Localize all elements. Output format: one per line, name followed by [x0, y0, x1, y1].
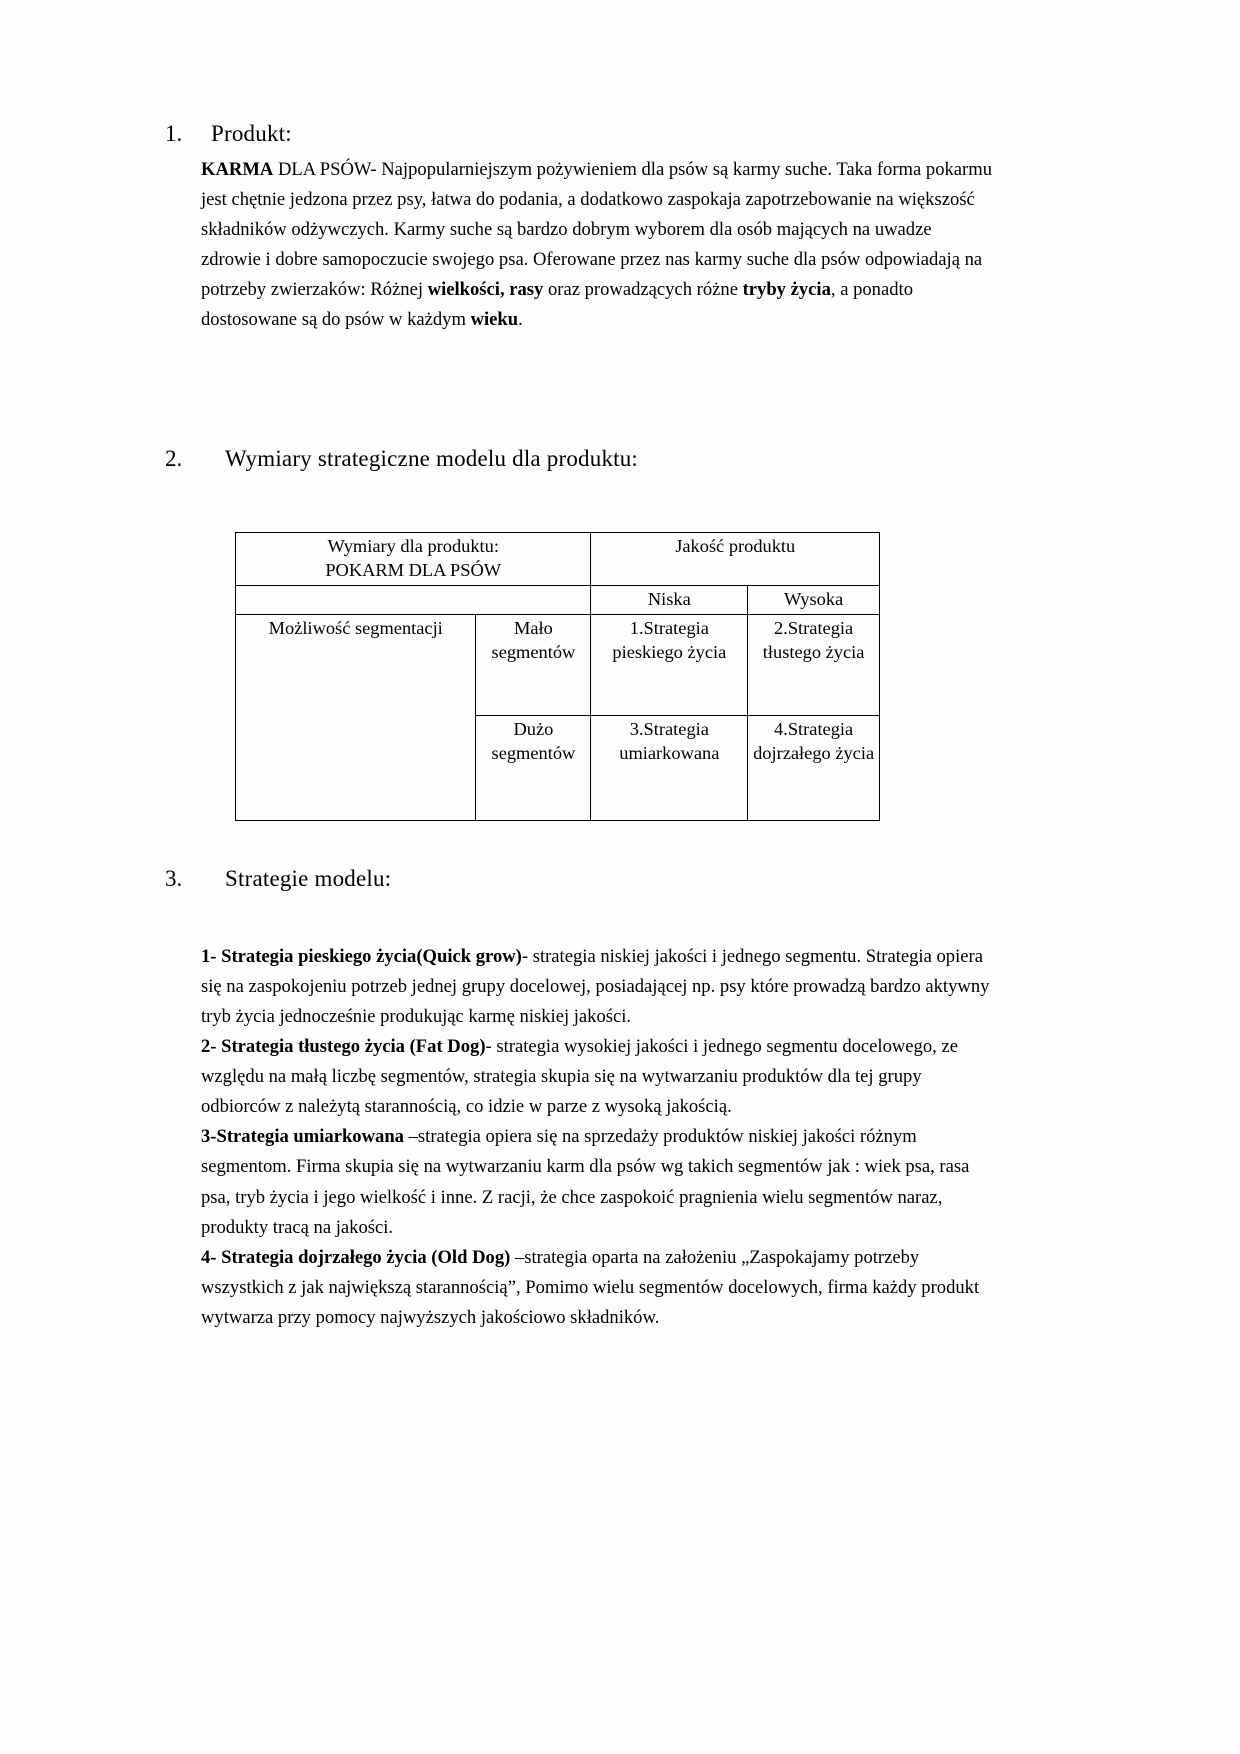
spacer-after-section-1	[165, 335, 995, 445]
section-3-heading	[165, 865, 995, 894]
strategy-item-2	[201, 1032, 995, 1122]
product-text-2: oraz prowadzących różne	[543, 279, 743, 301]
strategy-1-title: 1- Strategia pieskiego życia(Quick grow)	[201, 945, 522, 967]
header-quality-high: Wysoka	[748, 586, 880, 615]
section-1-title: Produkt:	[211, 121, 292, 146]
strategy-3-title: 3-Strategia umiarkowana	[201, 1126, 404, 1148]
strategy-item-1	[201, 942, 995, 1032]
row-label-segmentation: Możliwość segmentacji	[236, 614, 476, 820]
product-bold-3: wieku	[470, 309, 519, 331]
section-2-title: Wymiary strategiczne modelu dla produktu:	[225, 446, 639, 472]
section-3-title: Strategie modelu:	[225, 865, 392, 891]
strategy-item-3	[201, 1122, 995, 1242]
cell-strategy-3: 3.Strategia umiarkowana	[591, 715, 748, 820]
product-text-3: , a ponadto dostosowane są do psów w każdym	[201, 279, 913, 331]
strategy-2-title: 2- Strategia tłustego życia (Fat Dog)	[201, 1036, 486, 1057]
document-content	[165, 120, 995, 1333]
product-text-4: .	[518, 309, 523, 331]
strategy-1-body: - strategia niskiej jakości i jednego segmentu. Strategia opiera się na zaspokojeniu potrzeb jednej grupy docelowej, posiadającej np. psy które prowadzą bardzo aktywny tryb życia jednocześnie produkując karmę niskiej jakości.	[201, 945, 990, 1027]
section-1-number: 1.	[165, 121, 183, 146]
cell-few-segments: Mało segmentów	[476, 614, 591, 715]
product-bold-1: wielkości, rasy	[427, 279, 544, 301]
section-3-number: 3.	[165, 865, 183, 891]
product-lead-bold: KARMA	[201, 158, 274, 180]
table-row-header-1	[236, 533, 880, 586]
matrix-table-wrapper	[235, 532, 995, 821]
spacer-before-table	[165, 474, 995, 532]
section-2-heading	[165, 445, 995, 474]
table-row-header-2	[236, 586, 880, 615]
cell-strategy-4: 4.Strategia dojrzałego życia	[748, 715, 880, 820]
spacer-before-strategies	[165, 894, 995, 934]
cell-strategy-2: 2.Strategia tłustego życia	[748, 614, 880, 715]
cell-many-segments: Dużo segmentów	[476, 715, 591, 820]
section-1-heading	[165, 120, 995, 149]
section-2-number: 2.	[165, 446, 183, 472]
strategy-4-title: 4- Strategia dojrzałego życia (Old Dog)	[201, 1246, 511, 1268]
table-row-few-segments	[236, 614, 880, 715]
product-text-1: DLA PSÓW- Najpopularniejszym pożywieniem dla psów są karmy suche. Taka forma pokarmu jest chętnie jedzona przez psy, łatwa do podania, a dodatkowo zaspokaja zapotrzebowanie na większość składników odżywczych. Karmy suche są bardzo dobrym wyborem dla osób mających na uwadze zdrowie i dobre samopoczucie swojego psa. Oferowane przez nas karmy suche dla psów odpowiadają na potrzeby zwierzaków: Różnej	[201, 158, 992, 301]
strategy-matrix-table	[235, 532, 880, 821]
strategies-list	[201, 942, 995, 1333]
header-quality-low: Niska	[591, 586, 748, 615]
strategy-2-body: - strategia wysokiej jakości i jednego segmentu docelowego, ze względu na małą liczbę segmentów, strategia skupia się na wytwarzaniu produktów dla tej grupy odbiorców z należytą starannością, co idzie w parze z wysoką jakością.	[201, 1036, 958, 1118]
strategy-4-body: –strategia oparta na założeniu „Zaspokajamy potrzeby wszystkich z jak największą starannością”, Pomimo wielu segmentów docelowych, firma każdy produkt wytwarza przy pomocy najwyższych jakościowo składników.	[201, 1246, 980, 1328]
strategy-3-body: –strategia opiera się na sprzedaży produktów niskiej jakości różnym segmentom. Firma skupia się na wytwarzaniu karm dla psów wg takich segmentów jak : wiek psa, rasa psa, tryb życia i jego wielkość i inne. Z racji, że chce zaspokoić pragnienia wielu segmentów naraz, produkty tracą na jakości.	[201, 1126, 970, 1238]
header-dimension-line2: POKARM DLA PSÓW	[325, 560, 502, 581]
header-dimension-spacer	[236, 586, 591, 615]
product-bold-2: tryby życia	[742, 279, 831, 301]
header-dimension-cell	[236, 533, 591, 586]
strategy-item-4	[201, 1243, 995, 1333]
product-paragraph	[201, 155, 995, 336]
cell-strategy-1: 1.Strategia pieskiego życia	[591, 614, 748, 715]
header-quality-cell: Jakość produktu	[591, 533, 880, 586]
header-dimension-line1: Wymiary dla produktu:	[327, 536, 499, 557]
spacer-after-table	[165, 821, 995, 865]
